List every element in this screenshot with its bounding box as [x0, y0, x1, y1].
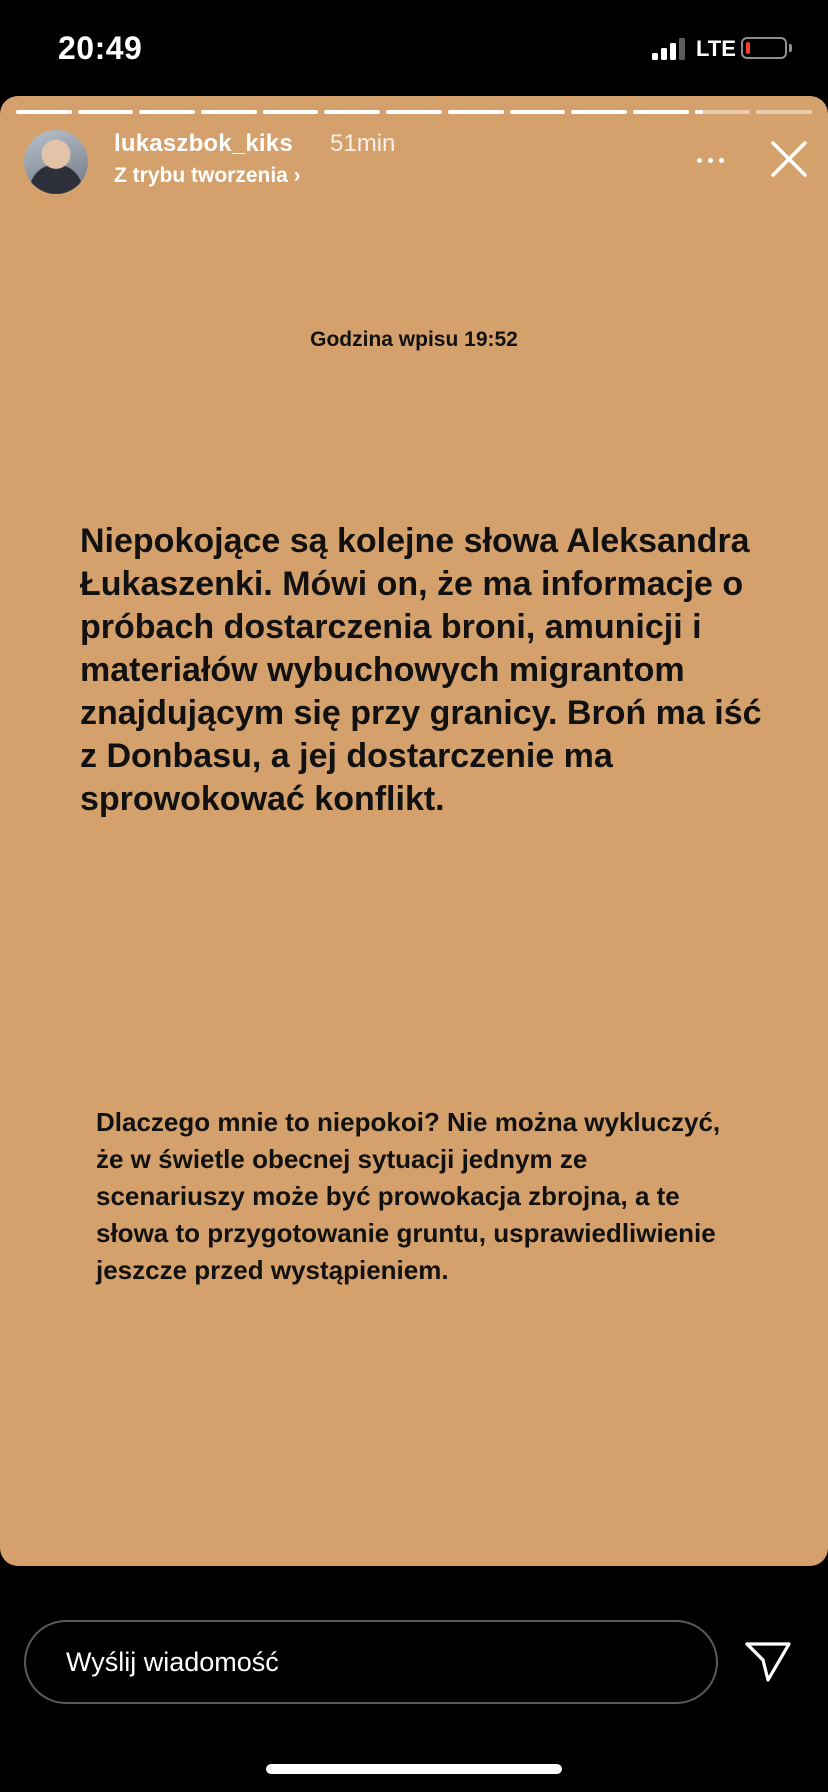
entry-time: Godzina wpisu 19:52 [310, 328, 518, 351]
story-progress-segment [324, 110, 380, 114]
dot [697, 158, 702, 163]
story-progress-fill [263, 110, 319, 114]
send-message-input[interactable] [24, 1620, 718, 1704]
story-progress-fill [201, 110, 257, 114]
story-time-ago: 51min [330, 130, 396, 157]
story-progress-segment [448, 110, 504, 114]
battery-icon [741, 37, 787, 59]
send-icon[interactable] [744, 1640, 792, 1684]
dot [719, 158, 724, 163]
battery-cap [789, 44, 792, 52]
story-progress-segment [201, 110, 257, 114]
story-progress-segment [571, 110, 627, 114]
story-progress-fill [16, 110, 72, 114]
signal-bar [679, 38, 685, 60]
more-horizontal-icon[interactable] [690, 140, 730, 180]
story-progress-bar [16, 110, 812, 114]
signal-bar [652, 53, 658, 60]
story-progress-segment [263, 110, 319, 114]
story-progress-fill [695, 110, 703, 114]
created-mode-link[interactable]: Z trybu tworzenia › [114, 164, 301, 187]
story-progress-fill [386, 110, 442, 114]
story-progress-segment [16, 110, 72, 114]
signal-bar [661, 48, 667, 60]
story-progress-segment [386, 110, 442, 114]
status-bar [0, 0, 828, 96]
username[interactable]: lukaszbok_kiks [114, 130, 293, 157]
story-progress-segment [510, 110, 566, 114]
story-secondary-text: Dlaczego mnie to niepokoi? Nie można wykluczyć, że w świetle obecnej sytuacji jednym ze scenariuszy może być prowokacja zbrojna, a te słowa to przygotowanie gruntu, usprawiedliwienie jeszcze przed wystąpieniem. [96, 1107, 721, 1285]
story-progress-fill [633, 110, 689, 114]
battery-level [746, 42, 750, 54]
story-progress-segment [633, 110, 689, 114]
signal-bar [670, 43, 676, 60]
story-progress-fill [139, 110, 195, 114]
dot [708, 158, 713, 163]
story-progress-segment [756, 110, 812, 114]
story-main-text: Niepokojące są kolejne słowa Aleksandra Łukaszenki. Mówi on, że ma informacje o próbach dostarczenia broni, amunicji i materiałów wybuchowych migrantom znajdującym się przy granicy. Broń ma iść z Donbasu, a jej dostarczenie ma sprowokować konflikt. [80, 522, 762, 818]
network-type: LTE [696, 36, 736, 61]
story-view[interactable] [0, 96, 828, 1566]
story-progress-fill [448, 110, 504, 114]
story-progress-segment [78, 110, 134, 114]
story-header [24, 130, 804, 196]
home-indicator [266, 1764, 562, 1774]
status-time: 20:49 [58, 30, 143, 66]
story-progress-fill [510, 110, 566, 114]
close-icon[interactable] [764, 134, 814, 184]
cellular-signal-icon [652, 38, 690, 60]
story-progress-segment [139, 110, 195, 114]
avatar[interactable] [24, 130, 88, 194]
story-progress-fill [571, 110, 627, 114]
story-progress-fill [78, 110, 134, 114]
story-progress-fill [324, 110, 380, 114]
story-progress-segment [695, 110, 751, 114]
